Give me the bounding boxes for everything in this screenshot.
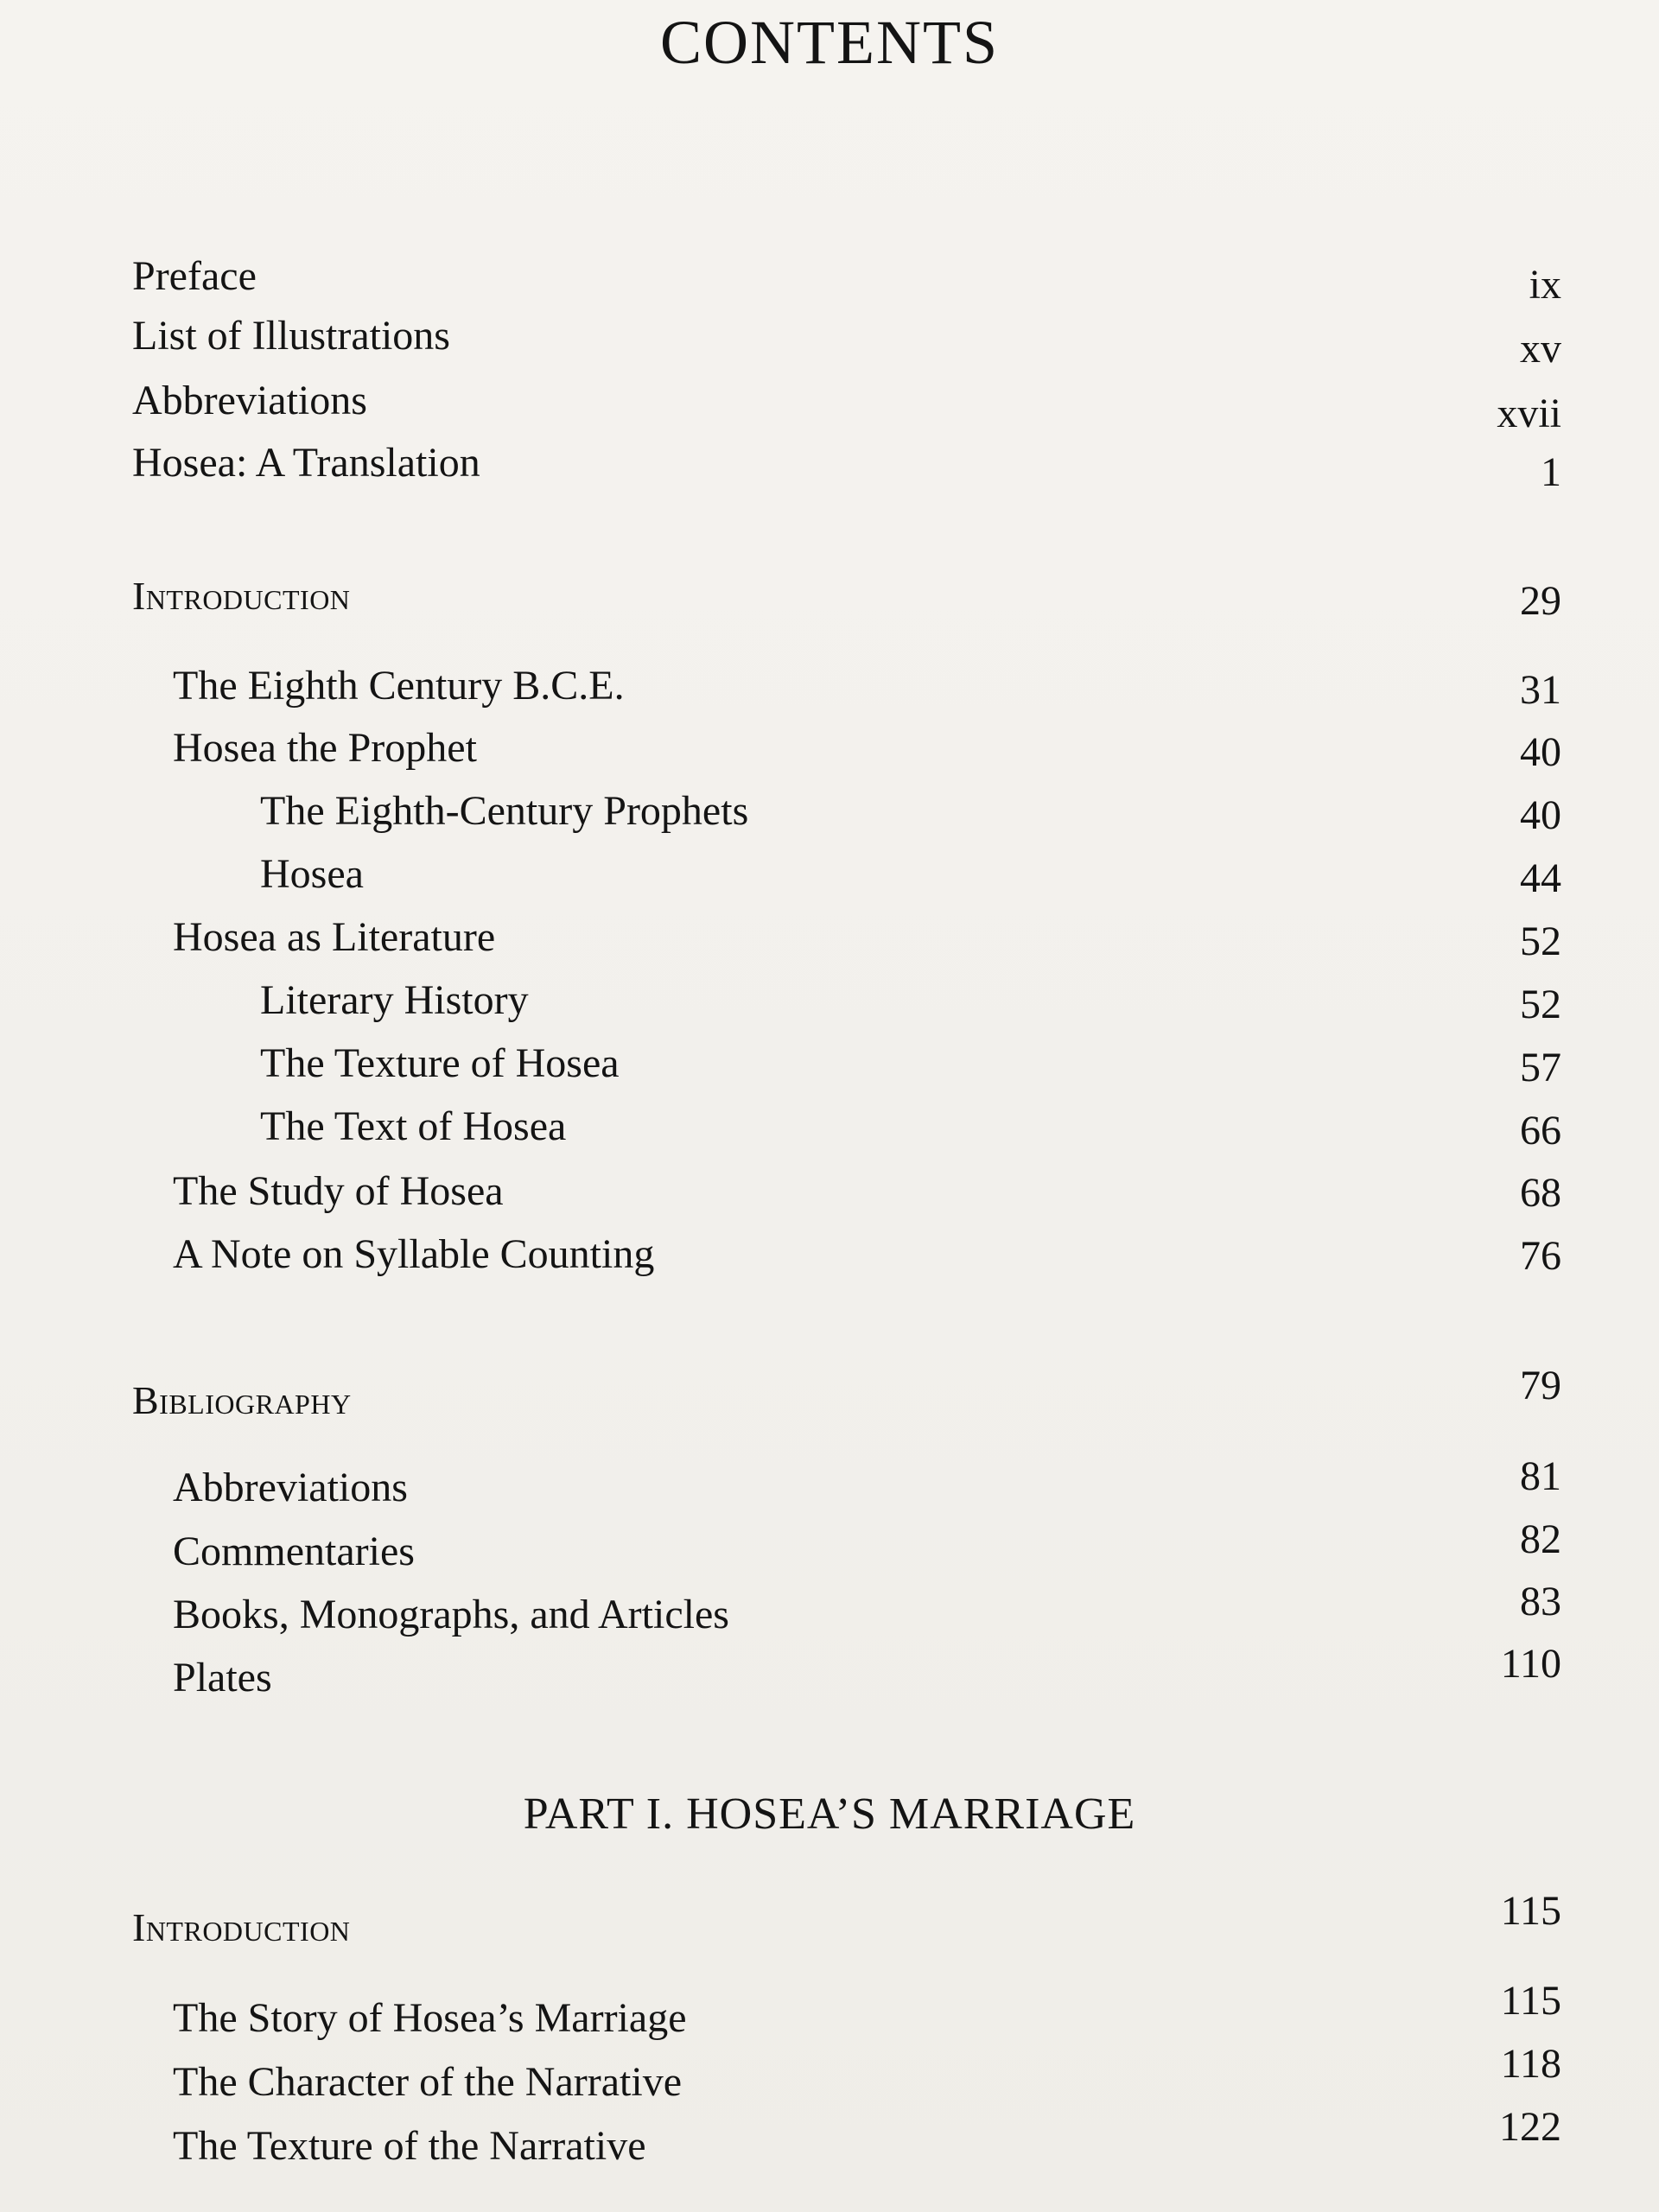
toc-entry-part-introduction: Introduction <box>132 1905 351 1949</box>
toc-page-hosea-as-literature: 52 <box>1520 918 1561 964</box>
toc-page-bib-abbreviations: 81 <box>1520 1453 1561 1499</box>
toc-page-plates: 110 <box>1500 1641 1561 1687</box>
toc-page-hosea: 44 <box>1520 855 1561 901</box>
toc-page-books-monographs: 83 <box>1520 1579 1561 1624</box>
toc-entry-eighth-century-prophets: The Eighth-Century Prophets <box>260 788 749 834</box>
toc-page-texture-of-narrative: 122 <box>1499 2104 1561 2150</box>
toc-entry-hosea-as-literature: Hosea as Literature <box>173 914 496 960</box>
toc-entry-character-of-narrative: The Character of the Narrative <box>173 2059 683 2105</box>
toc-entry-story-of-marriage: The Story of Hosea’s Marriage <box>173 1995 687 2041</box>
toc-page-eighth-century: 31 <box>1520 667 1561 713</box>
toc-entry-bibliography: Bibliography <box>132 1378 352 1422</box>
toc-page-character-of-narrative: 118 <box>1500 2041 1561 2087</box>
toc-page-part-introduction: 115 <box>1500 1888 1561 1934</box>
toc-entry-translation: Hosea: A Translation <box>132 440 480 486</box>
toc-page-eighth-century-prophets: 40 <box>1520 792 1561 838</box>
toc-page-syllable-counting: 76 <box>1520 1233 1561 1279</box>
toc-entry-bib-abbreviations: Abbreviations <box>173 1465 408 1510</box>
toc-entry-introduction: Introduction <box>132 574 351 618</box>
toc-entry-books-monographs: Books, Monographs, and Articles <box>173 1592 729 1637</box>
toc-entry-eighth-century: The Eighth Century B.C.E. <box>173 663 625 709</box>
toc-page-translation: 1 <box>1541 449 1561 495</box>
toc-entry-abbreviations: Abbreviations <box>132 378 367 423</box>
toc-entry-syllable-counting: A Note on Syllable Counting <box>173 1231 655 1277</box>
toc-page-hosea-the-prophet: 40 <box>1520 729 1561 775</box>
toc-page-commentaries: 82 <box>1520 1516 1561 1562</box>
toc-page-study-of-hosea: 68 <box>1520 1170 1561 1216</box>
toc-entry-list-of-illustrations: List of Illustrations <box>132 313 450 359</box>
toc-entry-texture-of-narrative: The Texture of the Narrative <box>173 2123 646 2169</box>
part-heading: PART I. HOSEA’S MARRIAGE <box>523 1789 1136 1839</box>
toc-entry-text-of-hosea: The Text of Hosea <box>260 1103 567 1149</box>
toc-entry-preface: Preface <box>132 253 257 299</box>
toc-page-texture-of-hosea: 57 <box>1520 1045 1561 1090</box>
toc-page-list-of-illustrations: xv <box>1520 326 1561 372</box>
toc-page-abbreviations: xvii <box>1497 391 1561 436</box>
toc-entry-commentaries: Commentaries <box>173 1529 415 1574</box>
toc-entry-hosea-the-prophet: Hosea the Prophet <box>173 725 477 771</box>
toc-page-bibliography: 79 <box>1520 1363 1561 1408</box>
toc-page-preface: ix <box>1529 262 1561 308</box>
toc-entry-hosea: Hosea <box>260 851 364 897</box>
toc-entry-texture-of-hosea: The Texture of Hosea <box>260 1040 620 1086</box>
toc-page-literary-history: 52 <box>1520 982 1561 1027</box>
toc-entry-plates: Plates <box>173 1655 272 1700</box>
toc-page-story-of-marriage: 115 <box>1500 1978 1561 2024</box>
contents-title: CONTENTS <box>660 8 999 77</box>
toc-entry-study-of-hosea: The Study of Hosea <box>173 1168 504 1214</box>
toc-page-introduction: 29 <box>1520 578 1561 624</box>
toc-entry-literary-history: Literary History <box>260 977 529 1023</box>
toc-page-text-of-hosea: 66 <box>1520 1108 1561 1154</box>
